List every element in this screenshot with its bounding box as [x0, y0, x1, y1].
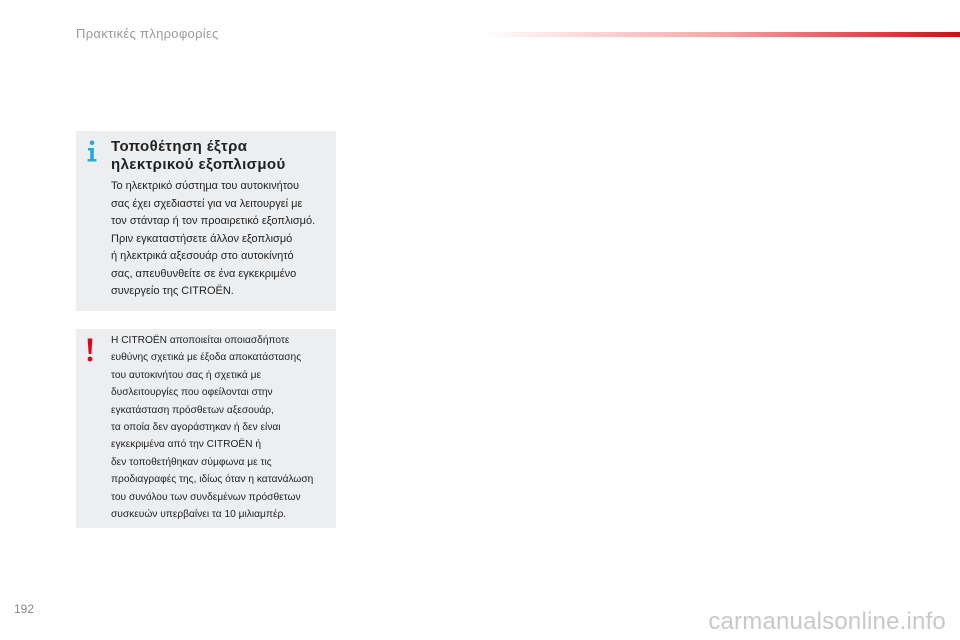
warning-body-line: προδιαγραφές της, ιδίως όταν η κατανάλωση	[111, 474, 314, 486]
warning-body-line: δυσλειτουργίες που οφείλονται στην	[111, 387, 273, 399]
warning-body-line: Η CITROËN αποποιείται οποιασδήποτε	[111, 335, 290, 346]
warning-body-line: συσκευών υπερβαίνει τα 10 μιλιαμπέρ.	[111, 509, 287, 521]
warning-body-line: του συνόλου των συνδεμένων πρόσθετων	[111, 491, 301, 503]
warning-body-line: του αυτοκινήτου σας ή σχετικά με	[111, 369, 261, 381]
section-title: Πρακτικές πληροφορίες	[76, 26, 219, 41]
info-body-line: ή ηλεκτρικά αξεσουάρ στο αυτοκίνητό	[111, 250, 294, 262]
info-body-line: Το ηλεκτρικό σύστημα του αυτοκινήτου	[111, 180, 300, 192]
exclamation-icon	[85, 338, 95, 362]
warning-body-line: εγκατάσταση πρόσθετων αξεσουάρ,	[111, 404, 274, 416]
warning-box-body	[111, 332, 333, 523]
info-body-line: σας, απευθυνθείτε σε ένα εγκεκριμένο	[111, 267, 297, 280]
info-body-line: τον στάνταρ ή τον προαιρετικό εξοπλισμό.	[111, 215, 316, 227]
info-box-body	[111, 178, 331, 301]
warning-body-line: τα οποία δεν αγοράστηκαν ή δεν είναι	[111, 422, 281, 434]
info-title-line: ηλεκτρικού εξοπλισμού	[111, 156, 286, 173]
info-icon	[86, 140, 98, 162]
warning-body-line: δεν τοποθετήθηκαν σύμφωνα με τις	[111, 456, 272, 468]
info-title-line: Τοποθέτηση έξτρα	[111, 138, 248, 155]
warning-body-line: εγκεκριμένα από την CITROËN ή	[111, 439, 262, 451]
warning-box	[76, 329, 336, 528]
info-body-line: Πριν εγκαταστήσετε άλλον εξοπλισμό	[111, 232, 293, 245]
page-number: 192	[14, 602, 35, 616]
info-body-line: συνεργείο της CITROËN.	[111, 285, 234, 297]
warning-body-line: ευθύνης σχετικά με έξοδα αποκατάστασης	[111, 352, 302, 364]
info-body-line: σας έχει σχεδιαστεί για να λειτουργεί με	[111, 197, 303, 210]
info-box	[76, 131, 336, 311]
watermark: carmanualsonline.info	[708, 608, 946, 635]
header-accent-rule	[480, 32, 960, 37]
info-box-title	[111, 138, 326, 174]
